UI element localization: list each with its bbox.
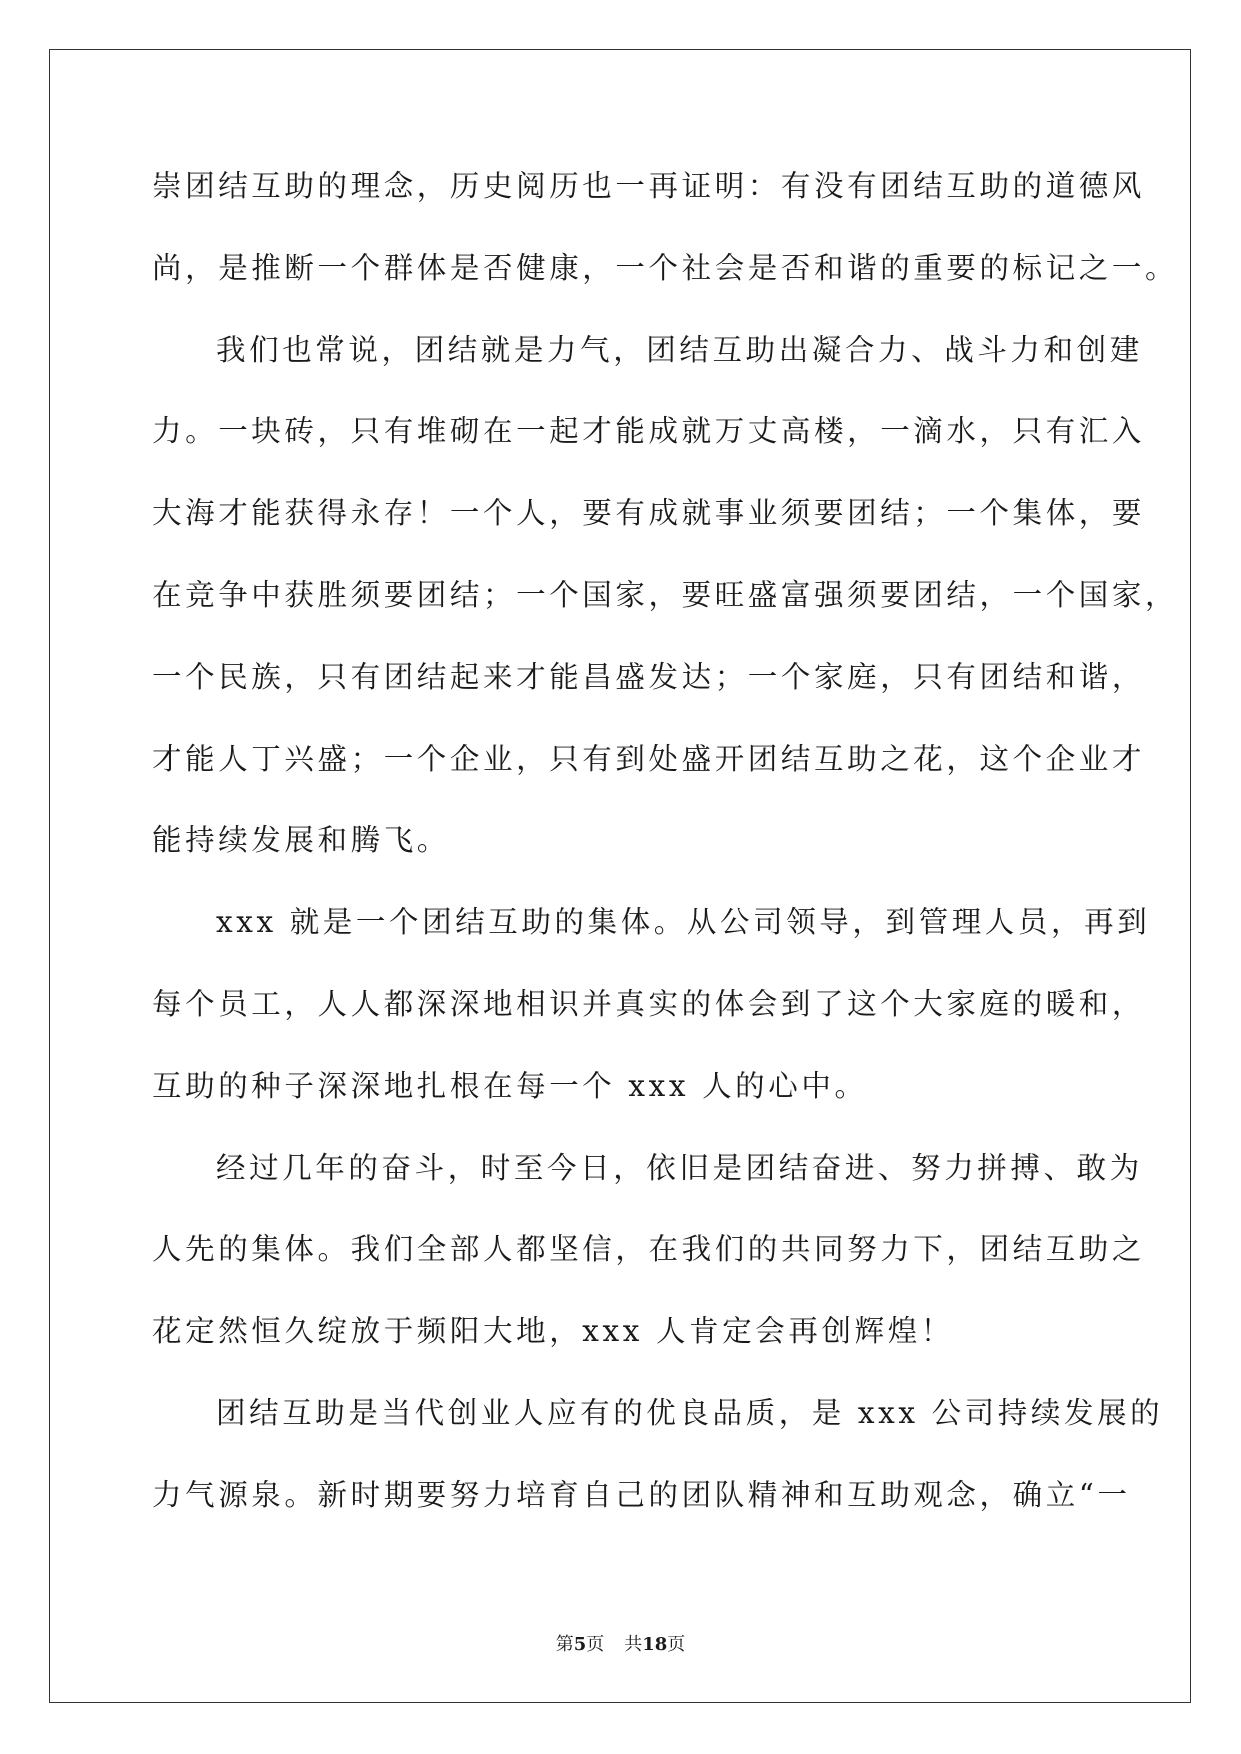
text-line-5: 大海才能获得永存！一个人，要有成就事业须要团结；一个集体，要 (152, 496, 1146, 531)
text-line-4: 力。一块砖，只有堆砌在一起才能成就万丈高楼，一滴水，只有汇入 (152, 414, 1146, 449)
text-line-8: 才能人丁兴盛；一个企业，只有到处盛开团结互助之花，这个企业才 (152, 741, 1146, 776)
text-line-6: 在竞争中获胜须要团结；一个国家，要旺盛富强须要团结，一个国家， (152, 577, 1179, 612)
text-line-10: xxx 就是一个团结互助的集体。从公司领导，到管理人员，再到 (216, 905, 1151, 940)
text-line-11: 每个员工，人人都深深地相识并真实的体会到了这个大家庭的暖和， (152, 986, 1146, 1021)
text-line-7: 一个民族，只有团结起来才能昌盛发达；一个家庭，只有团结和谐， (152, 659, 1146, 694)
text-line-1: 崇团结互助的理念，历史阅历也一再证明：有没有团结互助的道德风 (152, 169, 1146, 203)
text-line-15: 花定然恒久绽放于频阳大地，xxx 人肯定会再创辉煌！ (152, 1314, 954, 1349)
text-line-17: 力气源泉。新时期要努力培育自己的团队精神和互助观念，确立“一 (152, 1477, 1131, 1512)
text-line-16: 团结互助是当代创业人应有的优良品质，是 xxx 公司持续发展的 (216, 1395, 1164, 1430)
page-prefix: 第 (555, 1634, 574, 1655)
page-number: 5 (573, 1634, 587, 1655)
text-line-2: 尚，是推断一个群体是否健康，一个社会是否和谐的重要的标记之一。 (152, 250, 1179, 285)
total-suffix: 页 (667, 1634, 686, 1655)
document-body (152, 161, 1179, 1552)
total-prefix: 共 (624, 1634, 643, 1655)
text-line-12: 互助的种子深深地扎根在每一个 xxx 人的心中。 (152, 1068, 868, 1103)
text-line-9: 能持续发展和腾飞。 (152, 823, 450, 858)
page-suffix: 页 (586, 1634, 605, 1655)
page-footer (0, 1630, 1241, 1656)
text-line-14: 人先的集体。我们全部人都坚信，在我们的共同努力下，团结互助之 (152, 1232, 1146, 1267)
total-pages: 18 (642, 1634, 668, 1655)
text-line-3: 我们也常说，团结就是力气，团结互助出凝合力、战斗力和创建 (216, 332, 1143, 367)
text-line-13: 经过几年的奋斗，时至今日，依旧是团结奋进、努力拼搏、敢为 (216, 1150, 1143, 1185)
